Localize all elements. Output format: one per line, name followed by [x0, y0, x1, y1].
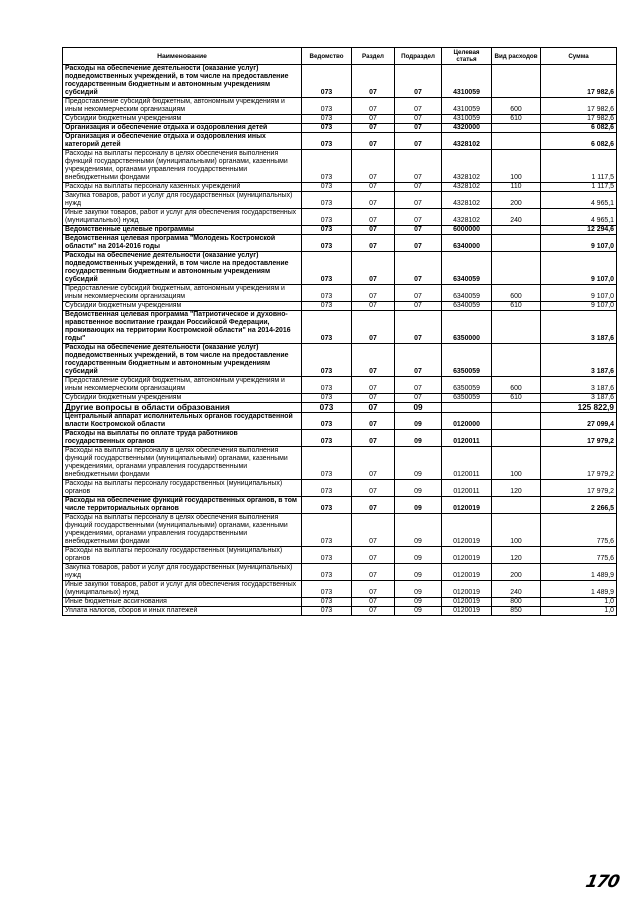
- cell-vedomstvo: 073: [302, 124, 352, 133]
- cell-vid-raskhodov: [492, 430, 541, 447]
- cell-name: Расходы на выплаты персоналу государственных (муниципальных) органов: [63, 547, 302, 564]
- cell-vid-raskhodov: 800: [492, 598, 541, 607]
- cell-summa: 17 982,6: [541, 115, 617, 124]
- cell-podrazdel: 09: [395, 413, 442, 430]
- cell-vid-raskhodov: [492, 344, 541, 377]
- cell-vedomstvo: 073: [302, 344, 352, 377]
- cell-vid-raskhodov: [492, 226, 541, 235]
- cell-name: Ведомственная целевая программа "Патриотическое и духовно-нравственное воспитание граждан Российской Федерации, проживающих на территории Костромской области" на 2014-2016 годы": [63, 311, 302, 344]
- cell-vedomstvo: 073: [302, 115, 352, 124]
- cell-name: Субсидии бюджетным учреждениям: [63, 302, 302, 311]
- cell-razdel: 07: [352, 302, 395, 311]
- cell-vedomstvo: 073: [302, 192, 352, 209]
- cell-podrazdel: 09: [395, 447, 442, 480]
- cell-podrazdel: 07: [395, 226, 442, 235]
- cell-vedomstvo: 073: [302, 226, 352, 235]
- cell-name: Расходы на обеспечение деятельности (оказание услуг) подведомственных учреждений, в том числе на предоставление государственным бюджетным и автономным учреждениям субсидий: [63, 65, 302, 98]
- cell-vedomstvo: 073: [302, 98, 352, 115]
- cell-razdel: 07: [352, 514, 395, 547]
- cell-summa: 9 107,0: [541, 235, 617, 252]
- cell-razdel: 07: [352, 124, 395, 133]
- cell-celevaya-statya: 6340059: [442, 285, 492, 302]
- table-row: [63, 252, 617, 285]
- cell-name: Предоставление субсидий бюджетным, автономным учреждениям и иным некоммерческим организациям: [63, 98, 302, 115]
- cell-podrazdel: 07: [395, 65, 442, 98]
- cell-name: Ведомственные целевые программы: [63, 226, 302, 235]
- cell-vedomstvo: 073: [302, 65, 352, 98]
- table-row: [63, 377, 617, 394]
- cell-name: Расходы на выплаты персоналу в целях обеспечения выполнения функций государственными (муниципальными) органами, казенными учреждениями, органами управления государственными внебюджетными фондами: [63, 447, 302, 480]
- cell-celevaya-statya: 0120011: [442, 430, 492, 447]
- cell-celevaya-statya: 6350000: [442, 311, 492, 344]
- cell-summa: 4 965,1: [541, 192, 617, 209]
- cell-vid-raskhodov: [492, 497, 541, 514]
- cell-celevaya-statya: 4310059: [442, 65, 492, 98]
- table-row: [63, 150, 617, 183]
- header-vedomstvo: Ведомство: [302, 48, 352, 65]
- cell-vid-raskhodov: [492, 65, 541, 98]
- table-row: [63, 547, 617, 564]
- cell-vedomstvo: 073: [302, 285, 352, 302]
- cell-razdel: 07: [352, 430, 395, 447]
- cell-name: Иные бюджетные ассигнования: [63, 598, 302, 607]
- cell-vedomstvo: 073: [302, 183, 352, 192]
- cell-vedomstvo: 073: [302, 564, 352, 581]
- cell-podrazdel: 07: [395, 235, 442, 252]
- cell-vedomstvo: 073: [302, 377, 352, 394]
- cell-name: Закупка товаров, работ и услуг для государственных (муниципальных) нужд: [63, 564, 302, 581]
- cell-vedomstvo: 073: [302, 480, 352, 497]
- cell-name: Центральный аппарат исполнительных органов государственной власти Костромской области: [63, 413, 302, 430]
- cell-vid-raskhodov: 120: [492, 547, 541, 564]
- cell-vid-raskhodov: 120: [492, 480, 541, 497]
- cell-vid-raskhodov: [492, 133, 541, 150]
- cell-vedomstvo: 073: [302, 302, 352, 311]
- cell-celevaya-statya: 0120011: [442, 480, 492, 497]
- cell-celevaya-statya: 4310059: [442, 115, 492, 124]
- cell-razdel: 07: [352, 581, 395, 598]
- cell-razdel: 07: [352, 447, 395, 480]
- cell-razdel: 07: [352, 235, 395, 252]
- cell-podrazdel: 07: [395, 133, 442, 150]
- cell-celevaya-statya: 6340000: [442, 235, 492, 252]
- cell-vid-raskhodov: 610: [492, 394, 541, 403]
- cell-celevaya-statya: 0120019: [442, 598, 492, 607]
- cell-vid-raskhodov: [492, 235, 541, 252]
- cell-celevaya-statya: 4320000: [442, 124, 492, 133]
- cell-vedomstvo: 073: [302, 403, 352, 413]
- cell-summa: 4 965,1: [541, 209, 617, 226]
- cell-celevaya-statya: 0120011: [442, 447, 492, 480]
- cell-summa: 2 266,5: [541, 497, 617, 514]
- cell-vedomstvo: 073: [302, 447, 352, 480]
- cell-summa: 12 294,6: [541, 226, 617, 235]
- cell-celevaya-statya: 6340059: [442, 252, 492, 285]
- cell-razdel: 07: [352, 209, 395, 226]
- cell-podrazdel: 09: [395, 607, 442, 616]
- cell-razdel: 07: [352, 607, 395, 616]
- cell-vedomstvo: 073: [302, 514, 352, 547]
- cell-razdel: 07: [352, 133, 395, 150]
- header-razdel: Раздел: [352, 48, 395, 65]
- cell-razdel: 07: [352, 311, 395, 344]
- cell-vid-raskhodov: 240: [492, 581, 541, 598]
- cell-vid-raskhodov: 240: [492, 209, 541, 226]
- cell-vedomstvo: 073: [302, 209, 352, 226]
- cell-razdel: 07: [352, 252, 395, 285]
- table-row: [63, 65, 617, 98]
- cell-celevaya-statya: 6000000: [442, 226, 492, 235]
- table-row: [63, 581, 617, 598]
- table-row: [63, 226, 617, 235]
- cell-vedomstvo: 073: [302, 413, 352, 430]
- cell-name: Предоставление субсидий бюджетным, автономным учреждениям и иным некоммерческим организациям: [63, 377, 302, 394]
- table-row: [63, 183, 617, 192]
- cell-celevaya-statya: 0120019: [442, 581, 492, 598]
- cell-name: Расходы на выплаты по оплате труда работников государственных органов: [63, 430, 302, 447]
- cell-celevaya-statya: 4310059: [442, 98, 492, 115]
- cell-celevaya-statya: 0120019: [442, 607, 492, 616]
- budget-table: [62, 47, 617, 616]
- cell-podrazdel: 09: [395, 547, 442, 564]
- header-celevaya-statya: Целевая статья: [442, 48, 492, 65]
- cell-celevaya-statya: 0120019: [442, 514, 492, 547]
- table-row: [63, 447, 617, 480]
- cell-vid-raskhodov: [492, 413, 541, 430]
- cell-podrazdel: 07: [395, 285, 442, 302]
- cell-razdel: 07: [352, 598, 395, 607]
- cell-vid-raskhodov: 850: [492, 607, 541, 616]
- cell-podrazdel: 07: [395, 192, 442, 209]
- cell-summa: 3 187,6: [541, 311, 617, 344]
- table-row: [63, 98, 617, 115]
- cell-celevaya-statya: 4328102: [442, 183, 492, 192]
- cell-vid-raskhodov: 610: [492, 115, 541, 124]
- cell-podrazdel: 07: [395, 183, 442, 192]
- cell-celevaya-statya: 6350059: [442, 394, 492, 403]
- cell-summa: 9 107,0: [541, 285, 617, 302]
- table-row: [63, 209, 617, 226]
- cell-summa: 17 982,6: [541, 65, 617, 98]
- cell-name: Организация и обеспечение отдыха и оздоровления иных категорий детей: [63, 133, 302, 150]
- cell-celevaya-statya: 0120019: [442, 564, 492, 581]
- cell-summa: 1 489,9: [541, 581, 617, 598]
- cell-vid-raskhodov: 200: [492, 564, 541, 581]
- cell-podrazdel: 07: [395, 98, 442, 115]
- cell-summa: 125 822,9: [541, 403, 617, 413]
- cell-summa: 775,6: [541, 514, 617, 547]
- cell-razdel: 07: [352, 480, 395, 497]
- cell-vid-raskhodov: 600: [492, 285, 541, 302]
- cell-razdel: 07: [352, 547, 395, 564]
- cell-celevaya-statya: 4328102: [442, 150, 492, 183]
- table-header-row: [63, 48, 617, 65]
- cell-summa: 6 082,6: [541, 133, 617, 150]
- table-row: [63, 302, 617, 311]
- cell-celevaya-statya: 0120000: [442, 413, 492, 430]
- cell-summa: 1 117,5: [541, 150, 617, 183]
- cell-vid-raskhodov: 610: [492, 302, 541, 311]
- cell-celevaya-statya: 0120019: [442, 497, 492, 514]
- cell-vedomstvo: 073: [302, 150, 352, 183]
- cell-vid-raskhodov: 100: [492, 514, 541, 547]
- cell-podrazdel: 07: [395, 377, 442, 394]
- cell-vid-raskhodov: [492, 124, 541, 133]
- cell-vid-raskhodov: [492, 311, 541, 344]
- cell-name: Расходы на выплаты персоналу в целях обеспечения выполнения функций государственными (муниципальными) органами, казенными учреждениями, органами управления государственными внебюджетными фондами: [63, 150, 302, 183]
- cell-name: Другие вопросы в области образования: [63, 403, 302, 413]
- table-row: [63, 285, 617, 302]
- cell-summa: 9 107,0: [541, 252, 617, 285]
- cell-vid-raskhodov: 110: [492, 183, 541, 192]
- cell-vid-raskhodov: 600: [492, 377, 541, 394]
- table-body: [63, 65, 617, 616]
- cell-podrazdel: 07: [395, 150, 442, 183]
- cell-summa: 1,0: [541, 607, 617, 616]
- cell-razdel: 07: [352, 150, 395, 183]
- cell-podrazdel: 09: [395, 480, 442, 497]
- cell-celevaya-statya: 6340059: [442, 302, 492, 311]
- table-row: [63, 394, 617, 403]
- budget-table-sheet: [62, 47, 616, 616]
- cell-name: Расходы на обеспечение деятельности (оказание услуг) подведомственных учреждений, в том числе на предоставление государственным бюджетным и автономным учреждениям субсидий: [63, 344, 302, 377]
- cell-vedomstvo: 073: [302, 598, 352, 607]
- cell-name: Иные закупки товаров, работ и услуг для обеспечения государственных (муниципальных) нужд: [63, 209, 302, 226]
- cell-name: Расходы на обеспечение деятельности (оказание услуг) подведомственных учреждений, в том числе на предоставление государственным бюджетным и автономным учреждениям субсидий: [63, 252, 302, 285]
- cell-summa: 6 082,6: [541, 124, 617, 133]
- table-row: [63, 497, 617, 514]
- cell-vedomstvo: 073: [302, 581, 352, 598]
- cell-summa: 17 979,2: [541, 480, 617, 497]
- cell-vedomstvo: 073: [302, 252, 352, 285]
- cell-vedomstvo: 073: [302, 235, 352, 252]
- cell-podrazdel: 09: [395, 514, 442, 547]
- cell-summa: 9 107,0: [541, 302, 617, 311]
- table-row: [63, 133, 617, 150]
- cell-vedomstvo: 073: [302, 311, 352, 344]
- cell-vedomstvo: 073: [302, 497, 352, 514]
- table-row: [63, 514, 617, 547]
- cell-vedomstvo: 073: [302, 607, 352, 616]
- header-podrazdel: Подраздел: [395, 48, 442, 65]
- table-row: [63, 311, 617, 344]
- table-row: [63, 115, 617, 124]
- cell-name: Иные закупки товаров, работ и услуг для обеспечения государственных (муниципальных) нужд: [63, 581, 302, 598]
- cell-razdel: 07: [352, 226, 395, 235]
- cell-podrazdel: 07: [395, 302, 442, 311]
- cell-razdel: 07: [352, 183, 395, 192]
- cell-podrazdel: 09: [395, 430, 442, 447]
- cell-celevaya-statya: 6350059: [442, 377, 492, 394]
- cell-podrazdel: 09: [395, 598, 442, 607]
- table-row: [63, 430, 617, 447]
- cell-razdel: 07: [352, 413, 395, 430]
- cell-summa: 27 099,4: [541, 413, 617, 430]
- cell-vid-raskhodov: 200: [492, 192, 541, 209]
- cell-vedomstvo: 073: [302, 430, 352, 447]
- cell-vedomstvo: 073: [302, 133, 352, 150]
- cell-summa: 17 979,2: [541, 447, 617, 480]
- cell-summa: 775,6: [541, 547, 617, 564]
- cell-name: Предоставление субсидий бюджетным, автономным учреждениям и иным некоммерческим организациям: [63, 285, 302, 302]
- table-row: [63, 598, 617, 607]
- cell-name: Расходы на обеспечение функций государственных органов, в том числе территориальных органов: [63, 497, 302, 514]
- cell-name: Расходы на выплаты персоналу государственных (муниципальных) органов: [63, 480, 302, 497]
- cell-razdel: 07: [352, 98, 395, 115]
- cell-vedomstvo: 073: [302, 394, 352, 403]
- table-row: [63, 607, 617, 616]
- cell-podrazdel: 09: [395, 497, 442, 514]
- cell-razdel: 07: [352, 285, 395, 302]
- cell-summa: 3 187,6: [541, 344, 617, 377]
- cell-name: Расходы на выплаты персоналу казенных учреждений: [63, 183, 302, 192]
- header-name: Наименование: [63, 48, 302, 65]
- cell-vedomstvo: 073: [302, 547, 352, 564]
- table-row: [63, 413, 617, 430]
- cell-vid-raskhodov: 100: [492, 447, 541, 480]
- cell-podrazdel: 07: [395, 209, 442, 226]
- cell-name: Уплата налогов, сборов и иных платежей: [63, 607, 302, 616]
- table-row: [63, 480, 617, 497]
- cell-razdel: 07: [352, 497, 395, 514]
- cell-podrazdel: 07: [395, 344, 442, 377]
- cell-vid-raskhodov: [492, 403, 541, 413]
- cell-vid-raskhodov: 600: [492, 98, 541, 115]
- cell-celevaya-statya: 6350059: [442, 344, 492, 377]
- cell-name: Расходы на выплаты персоналу в целях обеспечения выполнения функций государственными (муниципальными) органами, казенными учреждениями, органами управления государственными внебюджетными фондами: [63, 514, 302, 547]
- table-row: [63, 192, 617, 209]
- cell-podrazdel: 07: [395, 115, 442, 124]
- cell-podrazdel: 07: [395, 394, 442, 403]
- cell-razdel: 07: [352, 192, 395, 209]
- cell-name: Субсидии бюджетным учреждениям: [63, 115, 302, 124]
- table-row: [63, 124, 617, 133]
- cell-celevaya-statya: 0120019: [442, 547, 492, 564]
- cell-name: Организация и обеспечение отдыха и оздоровления детей: [63, 124, 302, 133]
- cell-podrazdel: 09: [395, 564, 442, 581]
- cell-podrazdel: 07: [395, 252, 442, 285]
- cell-celevaya-statya: [442, 403, 492, 413]
- cell-razdel: 07: [352, 394, 395, 403]
- cell-razdel: 07: [352, 564, 395, 581]
- cell-podrazdel: 09: [395, 403, 442, 413]
- cell-razdel: 07: [352, 115, 395, 124]
- cell-razdel: 07: [352, 403, 395, 413]
- cell-celevaya-statya: 4328102: [442, 133, 492, 150]
- cell-summa: 1 489,9: [541, 564, 617, 581]
- cell-name: Ведомственная целевая программа "Молодежь Костромской области" на 2014-2016 годы: [63, 235, 302, 252]
- cell-razdel: 07: [352, 377, 395, 394]
- cell-name: Закупка товаров, работ и услуг для государственных (муниципальных) нужд: [63, 192, 302, 209]
- cell-summa: 17 979,2: [541, 430, 617, 447]
- cell-podrazdel: 07: [395, 311, 442, 344]
- table-row: [63, 403, 617, 413]
- cell-vid-raskhodov: [492, 252, 541, 285]
- cell-celevaya-statya: 4328102: [442, 192, 492, 209]
- table-row: [63, 235, 617, 252]
- cell-name: Субсидии бюджетным учреждениям: [63, 394, 302, 403]
- cell-podrazdel: 09: [395, 581, 442, 598]
- cell-summa: 1 117,5: [541, 183, 617, 192]
- cell-celevaya-statya: 4328102: [442, 209, 492, 226]
- cell-summa: 1,0: [541, 598, 617, 607]
- header-vid-raskhodov: Вид расходов: [492, 48, 541, 65]
- cell-vid-raskhodov: 100: [492, 150, 541, 183]
- table-row: [63, 564, 617, 581]
- header-summa: Сумма: [541, 48, 617, 65]
- cell-razdel: 07: [352, 344, 395, 377]
- cell-summa: 3 187,6: [541, 377, 617, 394]
- cell-razdel: 07: [352, 65, 395, 98]
- cell-podrazdel: 07: [395, 124, 442, 133]
- page-number: 170: [583, 872, 621, 892]
- cell-summa: 3 187,6: [541, 394, 617, 403]
- table-row: [63, 344, 617, 377]
- cell-summa: 17 982,6: [541, 98, 617, 115]
